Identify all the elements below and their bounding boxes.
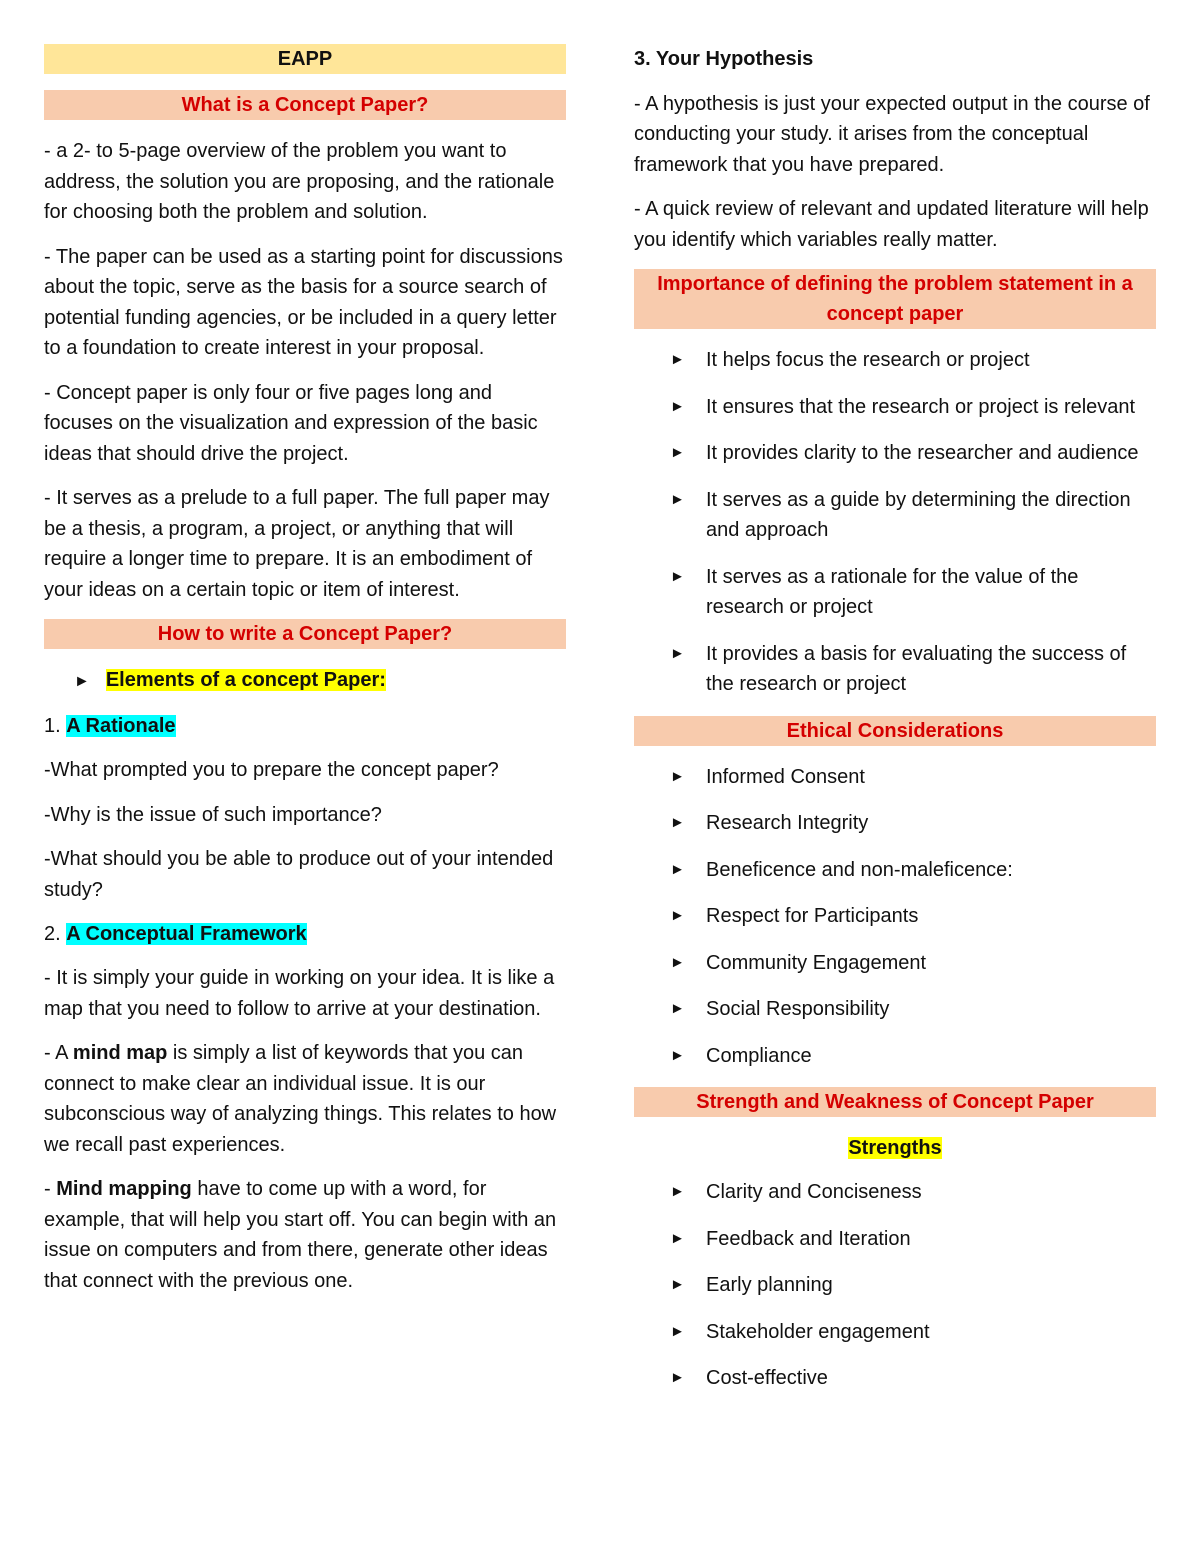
list-item (634, 1224, 1156, 1255)
bullet-arrow-icon: ► (670, 567, 685, 585)
list-item (634, 1317, 1156, 1348)
framework-title: A Conceptual Framework (66, 923, 307, 945)
heading-strength-weakness: Strength and Weakness of Concept Paper (634, 1087, 1156, 1117)
list-item (634, 392, 1156, 423)
paragraph-length: - Concept paper is only four or five pages long and focuses on the visualization and expression of the basic ideas that should drive the project. (44, 381, 538, 465)
strengths-list (634, 1177, 1156, 1394)
mind-map-term: mind map (72, 1042, 168, 1064)
list-item (634, 639, 1156, 700)
list-item (634, 1270, 1156, 1301)
list-item (634, 901, 1156, 932)
rationale-question-1: -What prompted you to prepare the concept paper? (44, 759, 499, 781)
list-item-text: Community Engagement (706, 951, 927, 974)
list-item (634, 948, 1156, 979)
bullet-arrow-icon: ► (670, 1276, 685, 1293)
list-item-text: Social Responsibility (706, 998, 890, 1020)
bullet-arrow-icon: ► (670, 1046, 685, 1064)
ethical-list (634, 762, 1156, 1072)
bullet-arrow-icon: ► (670, 351, 685, 368)
paragraph-uses: - The paper can be used as a starting point for discussions about the topic, serve as the basis for a source search of potential funding agencies, or be included in a query letter to a foundation to create interest in your proposal. (44, 245, 563, 359)
paragraph-mind-map: - A mind map is simply a list of keywords that you can connect to make clear an individual issue. It is our subconscious way of analyzing things. This relates to how we recall past experiences. (44, 1042, 557, 1156)
bullet-arrow-icon: ► (670, 767, 685, 785)
list-item-text: Clarity and Conciseness (706, 1181, 922, 1203)
list-item (634, 808, 1156, 839)
framework-heading (44, 919, 566, 949)
bullet-arrow-icon: ► (670, 860, 685, 878)
right-column (634, 44, 1156, 1410)
bullet-arrow-icon: ► (670, 644, 685, 662)
list-item-text: Cost-effective (706, 1367, 828, 1389)
list-item-text: Beneficence and non-maleficence: (706, 858, 1013, 881)
bullet-arrow-icon: ► (670, 1183, 685, 1200)
hypothesis-heading: 3. Your Hypothesis (634, 48, 814, 70)
list-item (634, 1363, 1156, 1394)
list-item-text: Early planning (706, 1274, 833, 1296)
bullet-arrow-icon: ► (670, 907, 685, 924)
list-item-text: Feedback and Iteration (706, 1227, 911, 1250)
bullet-arrow-icon: ► (670, 1322, 685, 1340)
heading-ethical: Ethical Considerations (634, 716, 1156, 746)
list-item (634, 855, 1156, 886)
list-item-text: It provides a basis for evaluating the success of the research or project (706, 642, 1127, 695)
list-item (634, 762, 1156, 793)
heading-how-to-write: How to write a Concept Paper? (44, 619, 566, 649)
rationale-question-3: -What should you be able to produce out of your intended study? (44, 848, 554, 901)
list-item (634, 994, 1156, 1025)
list-item (634, 1041, 1156, 1072)
rationale-title: A Rationale (66, 715, 176, 737)
left-column (44, 44, 566, 1310)
rationale-question-2: -Why is the issue of such importance? (44, 803, 382, 826)
list-item (634, 562, 1156, 623)
bullet-arrow-icon: ► (670, 1229, 685, 1247)
heading-what-is-concept-paper: What is a Concept Paper? (44, 90, 566, 120)
list-item-text: It provides clarity to the researcher and audience (706, 442, 1139, 464)
heading-importance: Importance of defining the problem statement in a concept paper (634, 269, 1156, 329)
mind-mapping-term: Mind mapping (56, 1178, 192, 1200)
list-item-text: It serves as a guide by determining the direction and approach (706, 488, 1131, 541)
rationale-number: 1. (44, 715, 67, 737)
framework-number: 2. (44, 923, 67, 945)
strengths-label-row (634, 1133, 1156, 1163)
list-item-text: It ensures that the research or project is relevant (706, 395, 1136, 418)
list-item-text: Compliance (706, 1044, 812, 1067)
paragraph-literature: - A quick review of relevant and updated literature will help you identify which variables really matter. (634, 198, 1149, 251)
list-item-text: It serves as a rationale for the value of the research or project (706, 565, 1079, 618)
document-title: EAPP (44, 44, 566, 74)
list-item (634, 1177, 1156, 1208)
list-item-text: It helps focus the research or project (706, 349, 1030, 371)
bullet-arrow-icon: ► (74, 673, 90, 690)
bullet-arrow-icon: ► (670, 953, 685, 971)
bullet-arrow-icon: ► (670, 1000, 685, 1017)
paragraph-definition: - a 2- to 5-page overview of the problem you want to address, the solution you are proposing, and the rationale for choosing both the problem and solution. (44, 140, 555, 223)
list-item-text: Research Integrity (706, 812, 869, 834)
elements-heading: Elements of a concept Paper: (105, 669, 386, 691)
paragraph-hypothesis: - A hypothesis is just your expected output in the course of conducting your study. it arises from the conceptual framework that you have prepared. (634, 92, 1150, 176)
elements-line (74, 665, 566, 697)
paragraph-framework: - It is simply your guide in working on your idea. It is like a map that you need to follow to arrive at your destination. (44, 967, 555, 1020)
importance-list (634, 345, 1156, 700)
list-item-text: Respect for Participants (706, 905, 919, 927)
list-item-text: Informed Consent (706, 765, 865, 788)
list-item-text: Stakeholder engagement (706, 1320, 930, 1343)
list-item (634, 438, 1156, 469)
strengths-label: Strengths (848, 1137, 942, 1159)
list-item (634, 345, 1156, 376)
bullet-arrow-icon: ► (670, 444, 685, 461)
bullet-arrow-icon: ► (670, 397, 685, 415)
bullet-arrow-icon: ► (670, 490, 685, 508)
bullet-arrow-icon: ► (670, 814, 685, 831)
list-item (634, 485, 1156, 546)
bullet-arrow-icon: ► (670, 1369, 685, 1386)
rationale-heading (44, 711, 566, 741)
paragraph-mind-mapping: - Mind mapping have to come up with a word, for example, that will help you start off. You can begin with an issue on computers and from there, generate other ideas that connect with the previous one. (44, 1178, 557, 1292)
paragraph-prelude: - It serves as a prelude to a full paper. The full paper may be a thesis, a program, a project, or anything that will require a longer time to prepare. It is an embodiment of your ideas on a certain topic or item of interest. (44, 487, 550, 601)
